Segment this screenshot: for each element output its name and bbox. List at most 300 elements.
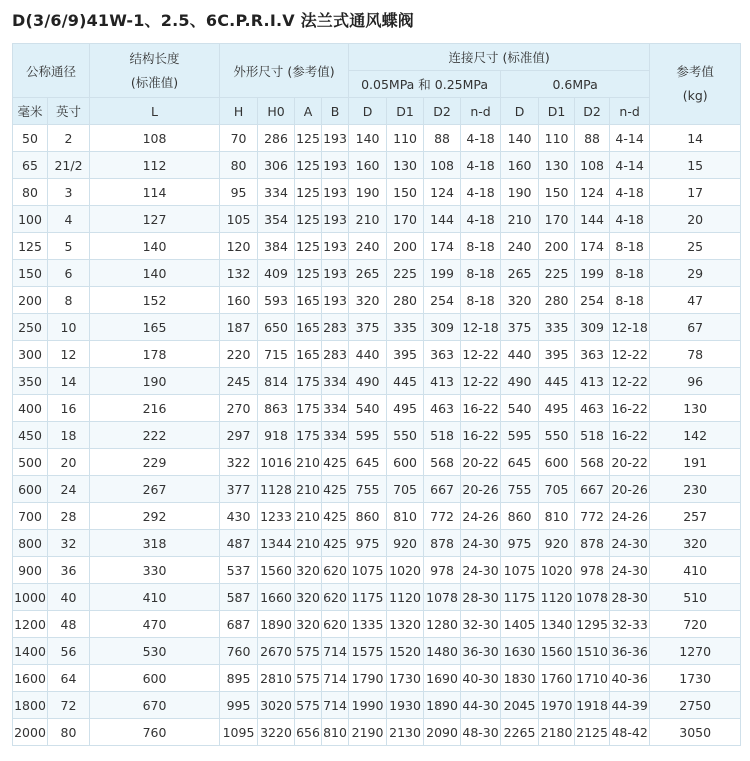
table-cell: 1600 [13,665,48,692]
table-cell: 170 [387,206,424,233]
table-cell: 216 [90,395,220,422]
table-cell: 575 [295,638,322,665]
table-cell: 28 [48,503,90,530]
table-cell: 1790 [349,665,387,692]
table-cell: 254 [575,287,610,314]
table-cell: 440 [501,341,539,368]
table-cell: 78 [650,341,741,368]
table-cell: 140 [501,125,539,152]
table-cell: 918 [258,422,295,449]
table-cell: 760 [220,638,258,665]
table-cell: 4-18 [461,179,501,206]
table-cell: 320 [501,287,539,314]
table-row [13,422,741,449]
table-cell: 199 [424,260,461,287]
table-cell: 170 [539,206,575,233]
table-cell: 225 [387,260,424,287]
header-H: H [220,98,258,125]
table-cell: 8-18 [461,233,501,260]
table-cell: 920 [539,530,575,557]
table-row [13,314,741,341]
table-cell: 160 [501,152,539,179]
table-cell: 760 [90,719,220,746]
table-cell: 375 [501,314,539,341]
table-cell: 772 [424,503,461,530]
table-cell: 174 [424,233,461,260]
table-cell: 95 [220,179,258,206]
table-cell: 47 [650,287,741,314]
table-cell: 12-22 [610,341,650,368]
table-cell: 490 [501,368,539,395]
table-cell: 350 [13,368,48,395]
table-cell: 413 [575,368,610,395]
table-cell: 40-36 [610,665,650,692]
table-cell: 593 [258,287,295,314]
table-cell: 108 [424,152,461,179]
table-cell: 6 [48,260,90,287]
table-cell: 12-22 [461,341,501,368]
header-connection-dimensions: 连接尺寸 (标准值) [349,44,650,71]
table-cell: 425 [322,530,349,557]
table-cell: 20 [650,206,741,233]
table-cell: 490 [349,368,387,395]
table-cell: 36-36 [610,638,650,665]
table-cell: 175 [295,368,322,395]
table-cell: 88 [575,125,610,152]
table-cell: 165 [295,341,322,368]
table-cell: 4-18 [461,152,501,179]
table-cell: 334 [322,422,349,449]
table-cell: 220 [220,341,258,368]
table-cell: 1890 [424,692,461,719]
table-cell: 105 [220,206,258,233]
header-L: L [90,98,220,125]
table-cell: 445 [387,368,424,395]
table-cell: 670 [90,692,220,719]
table-cell: 12 [48,341,90,368]
table-cell: 518 [424,422,461,449]
table-cell: 24-30 [610,530,650,557]
table-cell: 720 [650,611,741,638]
table-cell: 140 [349,125,387,152]
table-cell: 175 [295,395,322,422]
table-cell: 4-14 [610,152,650,179]
table-cell: 32-33 [610,611,650,638]
table-cell: 1970 [539,692,575,719]
table-cell: 150 [13,260,48,287]
table-row [13,449,741,476]
table-cell: 620 [322,611,349,638]
table-cell: 1575 [349,638,387,665]
table-cell: 199 [575,260,610,287]
table-cell: 320 [650,530,741,557]
table-cell: 450 [13,422,48,449]
table-cell: 21/2 [48,152,90,179]
table-cell: 377 [220,476,258,503]
header-H0: H0 [258,98,295,125]
table-cell: 715 [258,341,295,368]
table-cell: 3050 [650,719,741,746]
table-cell: 322 [220,449,258,476]
table-cell: 895 [220,665,258,692]
table-cell: 50 [13,125,48,152]
table-cell: 112 [90,152,220,179]
table-cell: 265 [349,260,387,287]
header-inch: 英寸 [48,98,90,125]
table-cell: 600 [539,449,575,476]
table-cell: 413 [424,368,461,395]
table-cell: 714 [322,692,349,719]
table-cell: 8-18 [461,260,501,287]
table-cell: 568 [424,449,461,476]
table-cell: 4-18 [610,179,650,206]
table-row [13,368,741,395]
table-cell: 667 [424,476,461,503]
table-cell: 2750 [650,692,741,719]
table-cell: 16-22 [461,395,501,422]
table-cell: 410 [90,584,220,611]
table-cell: 1175 [501,584,539,611]
table-cell: 309 [424,314,461,341]
table-cell: 80 [13,179,48,206]
table-cell: 2265 [501,719,539,746]
table-cell: 200 [539,233,575,260]
table-cell: 645 [501,449,539,476]
table-cell: 1690 [424,665,461,692]
table-cell: 810 [322,719,349,746]
table-cell: 28-30 [610,584,650,611]
table-row [13,206,741,233]
table-cell: 12-22 [610,368,650,395]
table-header [13,44,741,125]
table-cell: 40-30 [461,665,501,692]
table-cell: 487 [220,530,258,557]
table-cell: 250 [13,314,48,341]
table-cell: 230 [650,476,741,503]
table-cell: 470 [90,611,220,638]
table-cell: 334 [322,395,349,422]
table-cell: 1320 [387,611,424,638]
table-cell: 1295 [575,611,610,638]
table-cell: 193 [322,287,349,314]
table-cell: 125 [295,233,322,260]
table-body [13,125,741,746]
table-cell: 210 [295,503,322,530]
table-cell: 225 [539,260,575,287]
table-cell: 130 [539,152,575,179]
table-cell: 530 [90,638,220,665]
table-cell: 17 [650,179,741,206]
table-cell: 292 [90,503,220,530]
table-cell: 440 [349,341,387,368]
table-cell: 24-26 [610,503,650,530]
table-cell: 257 [650,503,741,530]
table-cell: 12-22 [461,368,501,395]
table-cell: 1335 [349,611,387,638]
table-cell: 24 [48,476,90,503]
table-cell: 900 [13,557,48,584]
table-cell: 191 [650,449,741,476]
table-cell: 200 [387,233,424,260]
table-cell: 1078 [575,584,610,611]
table-cell: 645 [349,449,387,476]
table-cell: 297 [220,422,258,449]
table-cell: 132 [220,260,258,287]
header-D-high: D [501,98,539,125]
table-cell: 245 [220,368,258,395]
table-row [13,476,741,503]
table-cell: 150 [539,179,575,206]
header-pressure-high: 0.6MPa [501,71,650,98]
table-cell: 1016 [258,449,295,476]
table-cell: 550 [387,422,424,449]
header-structure-length-line2: (标准值) [130,74,179,90]
table-cell: 810 [387,503,424,530]
header-reference-line1: 参考值 [676,64,714,79]
table-cell: 306 [258,152,295,179]
table-cell: 3020 [258,692,295,719]
table-cell: 309 [575,314,610,341]
table-cell: 210 [349,206,387,233]
header-A: A [295,98,322,125]
table-cell: 4 [48,206,90,233]
table-cell: 363 [424,341,461,368]
table-cell: 240 [349,233,387,260]
table-cell: 463 [424,395,461,422]
table-cell: 283 [322,341,349,368]
table-cell: 286 [258,125,295,152]
table-cell: 860 [349,503,387,530]
table-cell: 1560 [539,638,575,665]
table-cell: 500 [13,449,48,476]
table-row [13,530,741,557]
table-row [13,638,741,665]
table-cell: 210 [501,206,539,233]
table-cell: 16-22 [610,395,650,422]
table-cell: 193 [322,179,349,206]
table-cell: 130 [387,152,424,179]
table-cell: 187 [220,314,258,341]
table-cell: 20-26 [610,476,650,503]
table-cell: 335 [387,314,424,341]
table-cell: 36 [48,557,90,584]
table-cell: 860 [501,503,539,530]
table-cell: 16 [48,395,90,422]
table-cell: 120 [220,233,258,260]
table-cell: 12-18 [461,314,501,341]
table-cell: 1730 [387,665,424,692]
table-row [13,692,741,719]
table-cell: 978 [424,557,461,584]
table-cell: 193 [322,206,349,233]
table-cell: 200 [13,287,48,314]
table-cell: 40 [48,584,90,611]
table-cell: 190 [90,368,220,395]
table-cell: 174 [575,233,610,260]
table-cell: 124 [424,179,461,206]
table-cell: 650 [258,314,295,341]
table-cell: 537 [220,557,258,584]
table-cell: 495 [539,395,575,422]
table-cell: 8-18 [461,287,501,314]
table-cell: 270 [220,395,258,422]
table-cell: 1930 [387,692,424,719]
table-row [13,152,741,179]
table-cell: 210 [295,476,322,503]
table-cell: 44-39 [610,692,650,719]
table-cell: 67 [650,314,741,341]
table-cell: 705 [387,476,424,503]
table-cell: 36-30 [461,638,501,665]
table-cell: 1128 [258,476,295,503]
table-cell: 4-18 [610,206,650,233]
table-cell: 1890 [258,611,295,638]
table-cell: 1760 [539,665,575,692]
table-cell: 29 [650,260,741,287]
table-cell: 222 [90,422,220,449]
header-nd-low: n-d [461,98,501,125]
table-cell: 144 [424,206,461,233]
table-cell: 160 [349,152,387,179]
table-cell: 2810 [258,665,295,692]
table-cell: 320 [295,584,322,611]
table-cell: 10 [48,314,90,341]
table-cell: 1078 [424,584,461,611]
table-cell: 463 [575,395,610,422]
table-cell: 125 [295,125,322,152]
table-row [13,557,741,584]
table-cell: 8-18 [610,233,650,260]
table-cell: 240 [501,233,539,260]
table-cell: 568 [575,449,610,476]
table-cell: 283 [322,314,349,341]
table-cell: 193 [322,152,349,179]
table-cell: 1660 [258,584,295,611]
table-cell: 1095 [220,719,258,746]
spec-table [12,43,741,746]
table-cell: 320 [295,611,322,638]
table-cell: 1120 [539,584,575,611]
table-cell: 978 [575,557,610,584]
table-row [13,503,741,530]
table-cell: 160 [220,287,258,314]
table-cell: 14 [48,368,90,395]
table-cell: 267 [90,476,220,503]
table-cell: 144 [575,206,610,233]
header-pressure-low: 0.05MPa 和 0.25MPa [349,71,501,98]
table-cell: 1918 [575,692,610,719]
table-cell: 1020 [539,557,575,584]
table-row [13,233,741,260]
table-cell: 600 [387,449,424,476]
table-cell: 70 [220,125,258,152]
table-cell: 110 [387,125,424,152]
table-cell: 1520 [387,638,424,665]
table-row [13,260,741,287]
table-row [13,395,741,422]
table-row [13,179,741,206]
table-cell: 142 [650,422,741,449]
table-cell: 114 [90,179,220,206]
table-cell: 600 [13,476,48,503]
table-cell: 395 [387,341,424,368]
table-cell: 254 [424,287,461,314]
table-cell: 100 [13,206,48,233]
table-cell: 700 [13,503,48,530]
table-cell: 125 [13,233,48,260]
table-cell: 20-26 [461,476,501,503]
table-cell: 755 [349,476,387,503]
table-cell: 2 [48,125,90,152]
table-cell: 20-22 [461,449,501,476]
table-cell: 32 [48,530,90,557]
table-cell: 193 [322,260,349,287]
table-cell: 714 [322,638,349,665]
table-cell: 2125 [575,719,610,746]
table-cell: 330 [90,557,220,584]
table-cell: 620 [322,584,349,611]
table-cell: 8-18 [610,287,650,314]
table-cell: 24-30 [461,530,501,557]
table-cell: 320 [295,557,322,584]
table-cell: 24-30 [461,557,501,584]
header-structure-length [90,44,220,98]
table-cell: 88 [424,125,461,152]
table-cell: 20-22 [610,449,650,476]
table-cell: 64 [48,665,90,692]
table-cell: 12-18 [610,314,650,341]
table-cell: 3 [48,179,90,206]
table-cell: 1405 [501,611,539,638]
table-cell: 1000 [13,584,48,611]
table-cell: 8 [48,287,90,314]
table-cell: 620 [322,557,349,584]
table-cell: 4-18 [461,125,501,152]
table-cell: 210 [295,530,322,557]
table-cell: 8-18 [610,260,650,287]
table-cell: 425 [322,449,349,476]
table-cell: 125 [295,206,322,233]
header-D1-high: D1 [539,98,575,125]
table-cell: 2190 [349,719,387,746]
table-cell: 409 [258,260,295,287]
table-cell: 863 [258,395,295,422]
table-cell: 193 [322,125,349,152]
header-D-low: D [349,98,387,125]
table-row [13,341,741,368]
table-cell: 165 [295,287,322,314]
table-cell: 540 [501,395,539,422]
table-cell: 124 [575,179,610,206]
table-cell: 80 [220,152,258,179]
table-cell: 587 [220,584,258,611]
table-cell: 1480 [424,638,461,665]
table-cell: 595 [349,422,387,449]
table-row [13,287,741,314]
table-cell: 1175 [349,584,387,611]
header-reference-line2: (kg) [682,88,708,103]
table-cell: 229 [90,449,220,476]
table-cell: 1830 [501,665,539,692]
table-cell: 575 [295,665,322,692]
header-D2-low: D2 [424,98,461,125]
table-cell: 80 [48,719,90,746]
table-cell: 72 [48,692,90,719]
table-cell: 656 [295,719,322,746]
table-row [13,584,741,611]
table-cell: 400 [13,395,48,422]
table-cell: 430 [220,503,258,530]
